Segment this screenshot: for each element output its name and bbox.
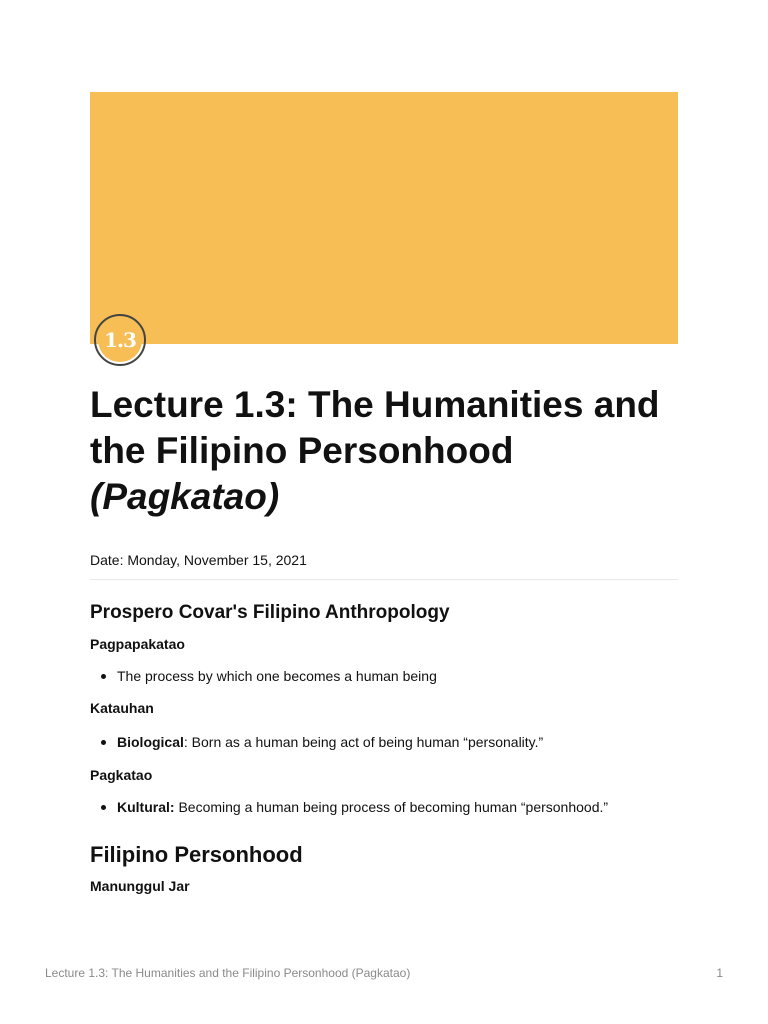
page-number: 1	[716, 966, 723, 980]
section-heading-personhood: Filipino Personhood	[90, 842, 303, 867]
footer-title: Lecture 1.3: The Humanities and the Filipino Personhood (Pagkatao)	[45, 966, 411, 980]
title-italic: (Pagkatao)	[90, 476, 280, 517]
list-item-text: Becoming a human being process of becoming human “personhood.”	[174, 799, 609, 815]
list-item-bold: Biological	[117, 734, 184, 750]
bullet-list	[90, 666, 678, 686]
list-item	[117, 797, 678, 817]
list-item-text: : Born as a human being act of being human “personality.”	[183, 734, 544, 750]
title-main: Lecture 1.3: The Humanities and the Filipino Personhood	[90, 384, 660, 471]
term-heading: Pagpapakatao	[90, 636, 185, 652]
term-heading: Manunggul Jar	[90, 878, 190, 894]
section-heading-anthropology: Prospero Covar's Filipino Anthropology	[90, 602, 450, 623]
page-footer	[45, 966, 723, 980]
lecture-number-badge	[94, 314, 146, 366]
bullet-list	[90, 797, 678, 817]
list-item	[117, 732, 678, 752]
list-item	[117, 666, 678, 686]
date-property: Date: Monday, November 15, 2021	[90, 552, 678, 580]
lecture-number-label: 1.3	[98, 318, 142, 362]
bullet-list	[90, 732, 678, 752]
content-body	[90, 600, 678, 896]
term-heading: Katauhan	[90, 700, 154, 716]
term-heading: Pagkatao	[90, 767, 153, 783]
list-item-bold: Kultural:	[117, 799, 175, 815]
list-item-text: The process by which one becomes a human being	[117, 668, 437, 684]
page-title	[90, 382, 690, 520]
cover-banner	[90, 92, 678, 344]
